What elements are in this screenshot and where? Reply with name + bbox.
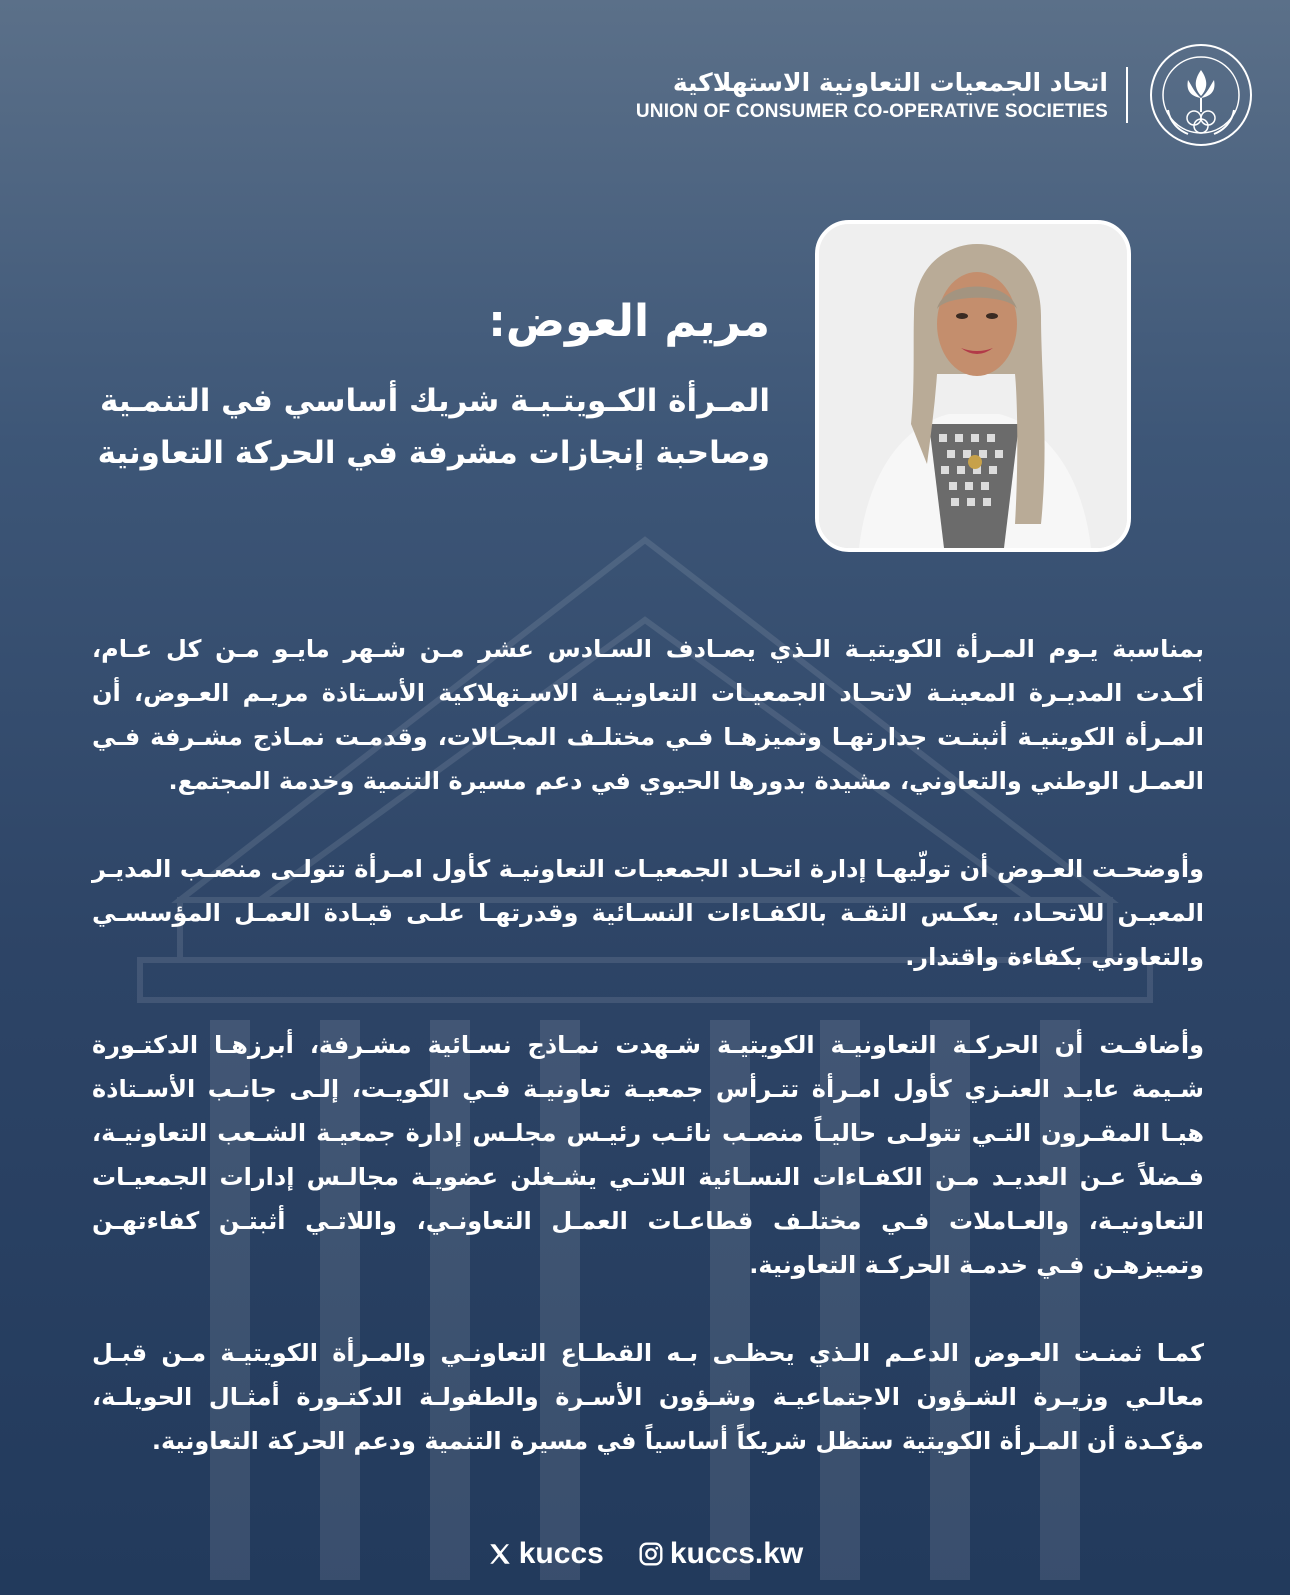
subtitle-line-1: المـرأة الكـويتـيـة شريك أساسي في التنمـية (99, 383, 770, 419)
article-body (92, 627, 1204, 1507)
social-footer (0, 1537, 1290, 1571)
instagram-handle-text: kuccs.kw (669, 1537, 804, 1570)
x-logo-icon (487, 1541, 513, 1567)
headline-name: مريم العوض: (488, 296, 770, 347)
header-divider (1126, 67, 1128, 123)
paragraph-4: كمـا ثمنـت العـوض الدعـم الـذي يحظـى بـه القطـاع التعاونـي والمـرأة الكويتيـة مـن قبـل معالـي وزيـرة الشـؤون الاجتماعيـة وشـؤون الأسـرة والطفولـة الدكتـورة أمثـال الحويلـة، مؤكـدة أن المـرأة الكويتية ستظل شريكاً أساسياً في مسيرة التنمية ودعم الحركة التعاونية. (92, 1339, 1204, 1455)
union-emblem-icon (1146, 40, 1256, 150)
header (636, 40, 1256, 150)
paragraph-3: وأضافـت أن الحركـة التعاونيـة الكويتيـة شـهدت نمـاذج نسـائية مشـرفة، أبرزهـا الدكتـورة شـيمة عايـد العنـزي كأول امـرأة تتـرأس جمعيـة تعاونيـة فـي الكويـت، إلـى جانـب الأسـتاذة هيـا المقـرون التـي تتولـى حاليـاً منصـب نائـب رئيـس مجلـس إدارة جمعيـة الشـعب التعاونيـة، فـضلاً عـن العديـد مـن الكفـاءات النسـائية اللاتـي يشـغلن عضويـة مجالـس إدارات الجمعيـات التعاونيـة، والعـاملات فـي مختلـف قطاعـات العمـل التعاونـي، واللاتـي أثبتـن كفاءتهـن وتميزهـن فـي خدمـة الحركـة التعاونية. (92, 1031, 1204, 1279)
instagram-handle-link[interactable] (638, 1537, 803, 1571)
paragraph-2: وأوضحـت العـوض أن تولّيهـا إدارة اتحـاد الجمعيـات التعاونيـة كأول امـرأة تتولـى منصـب المديـر المعيـن للاتحـاد، يعكـس الثقـة بالكفـاءات النسـائية وقدرتهـا علـى قيـادة العمـل المؤسسـي والتعاوني بكفاءة واقتدار. (92, 855, 1204, 971)
org-name-english: UNION OF CONSUMER CO-OPERATIVE SOCIETIES (635, 101, 1108, 122)
instagram-icon (638, 1541, 664, 1567)
portrait-photo (815, 220, 1131, 552)
org-name-arabic: اتحاد الجمعيات التعاونية الاستهلاكية (672, 68, 1108, 97)
x-handle-text: kuccs (518, 1537, 604, 1570)
headline-subtitle (90, 375, 770, 479)
x-handle-link[interactable] (487, 1537, 604, 1571)
paragraph-1: بمناسبة يـوم المـرأة الكويتيـة الـذي يصـادف السـادس عشر مـن شـهر مايـو مـن كل عـام، أكـدت المديـرة المعينـة لاتحـاد الجمعيـات التعاونيـة الاسـتهلاكية الأسـتاذة مريـم العـوض، أن المـرأة الكويتيـة أثبتـت جدارتهـا وتميزهـا فـي مختلـف المجـالات، وقدمـت نمـاذج مشـرفة فـي العمـل الوطني والتعاوني، مشيدة بدورها الحيوي في دعم مسيرة التنمية وخدمة المجتمع. (92, 635, 1204, 795)
portrait-illustration (819, 224, 1127, 548)
subtitle-line-2: وصاحبة إنجازات مشرفة في الحركة التعاونية (97, 435, 770, 471)
org-name-block (636, 66, 1108, 124)
